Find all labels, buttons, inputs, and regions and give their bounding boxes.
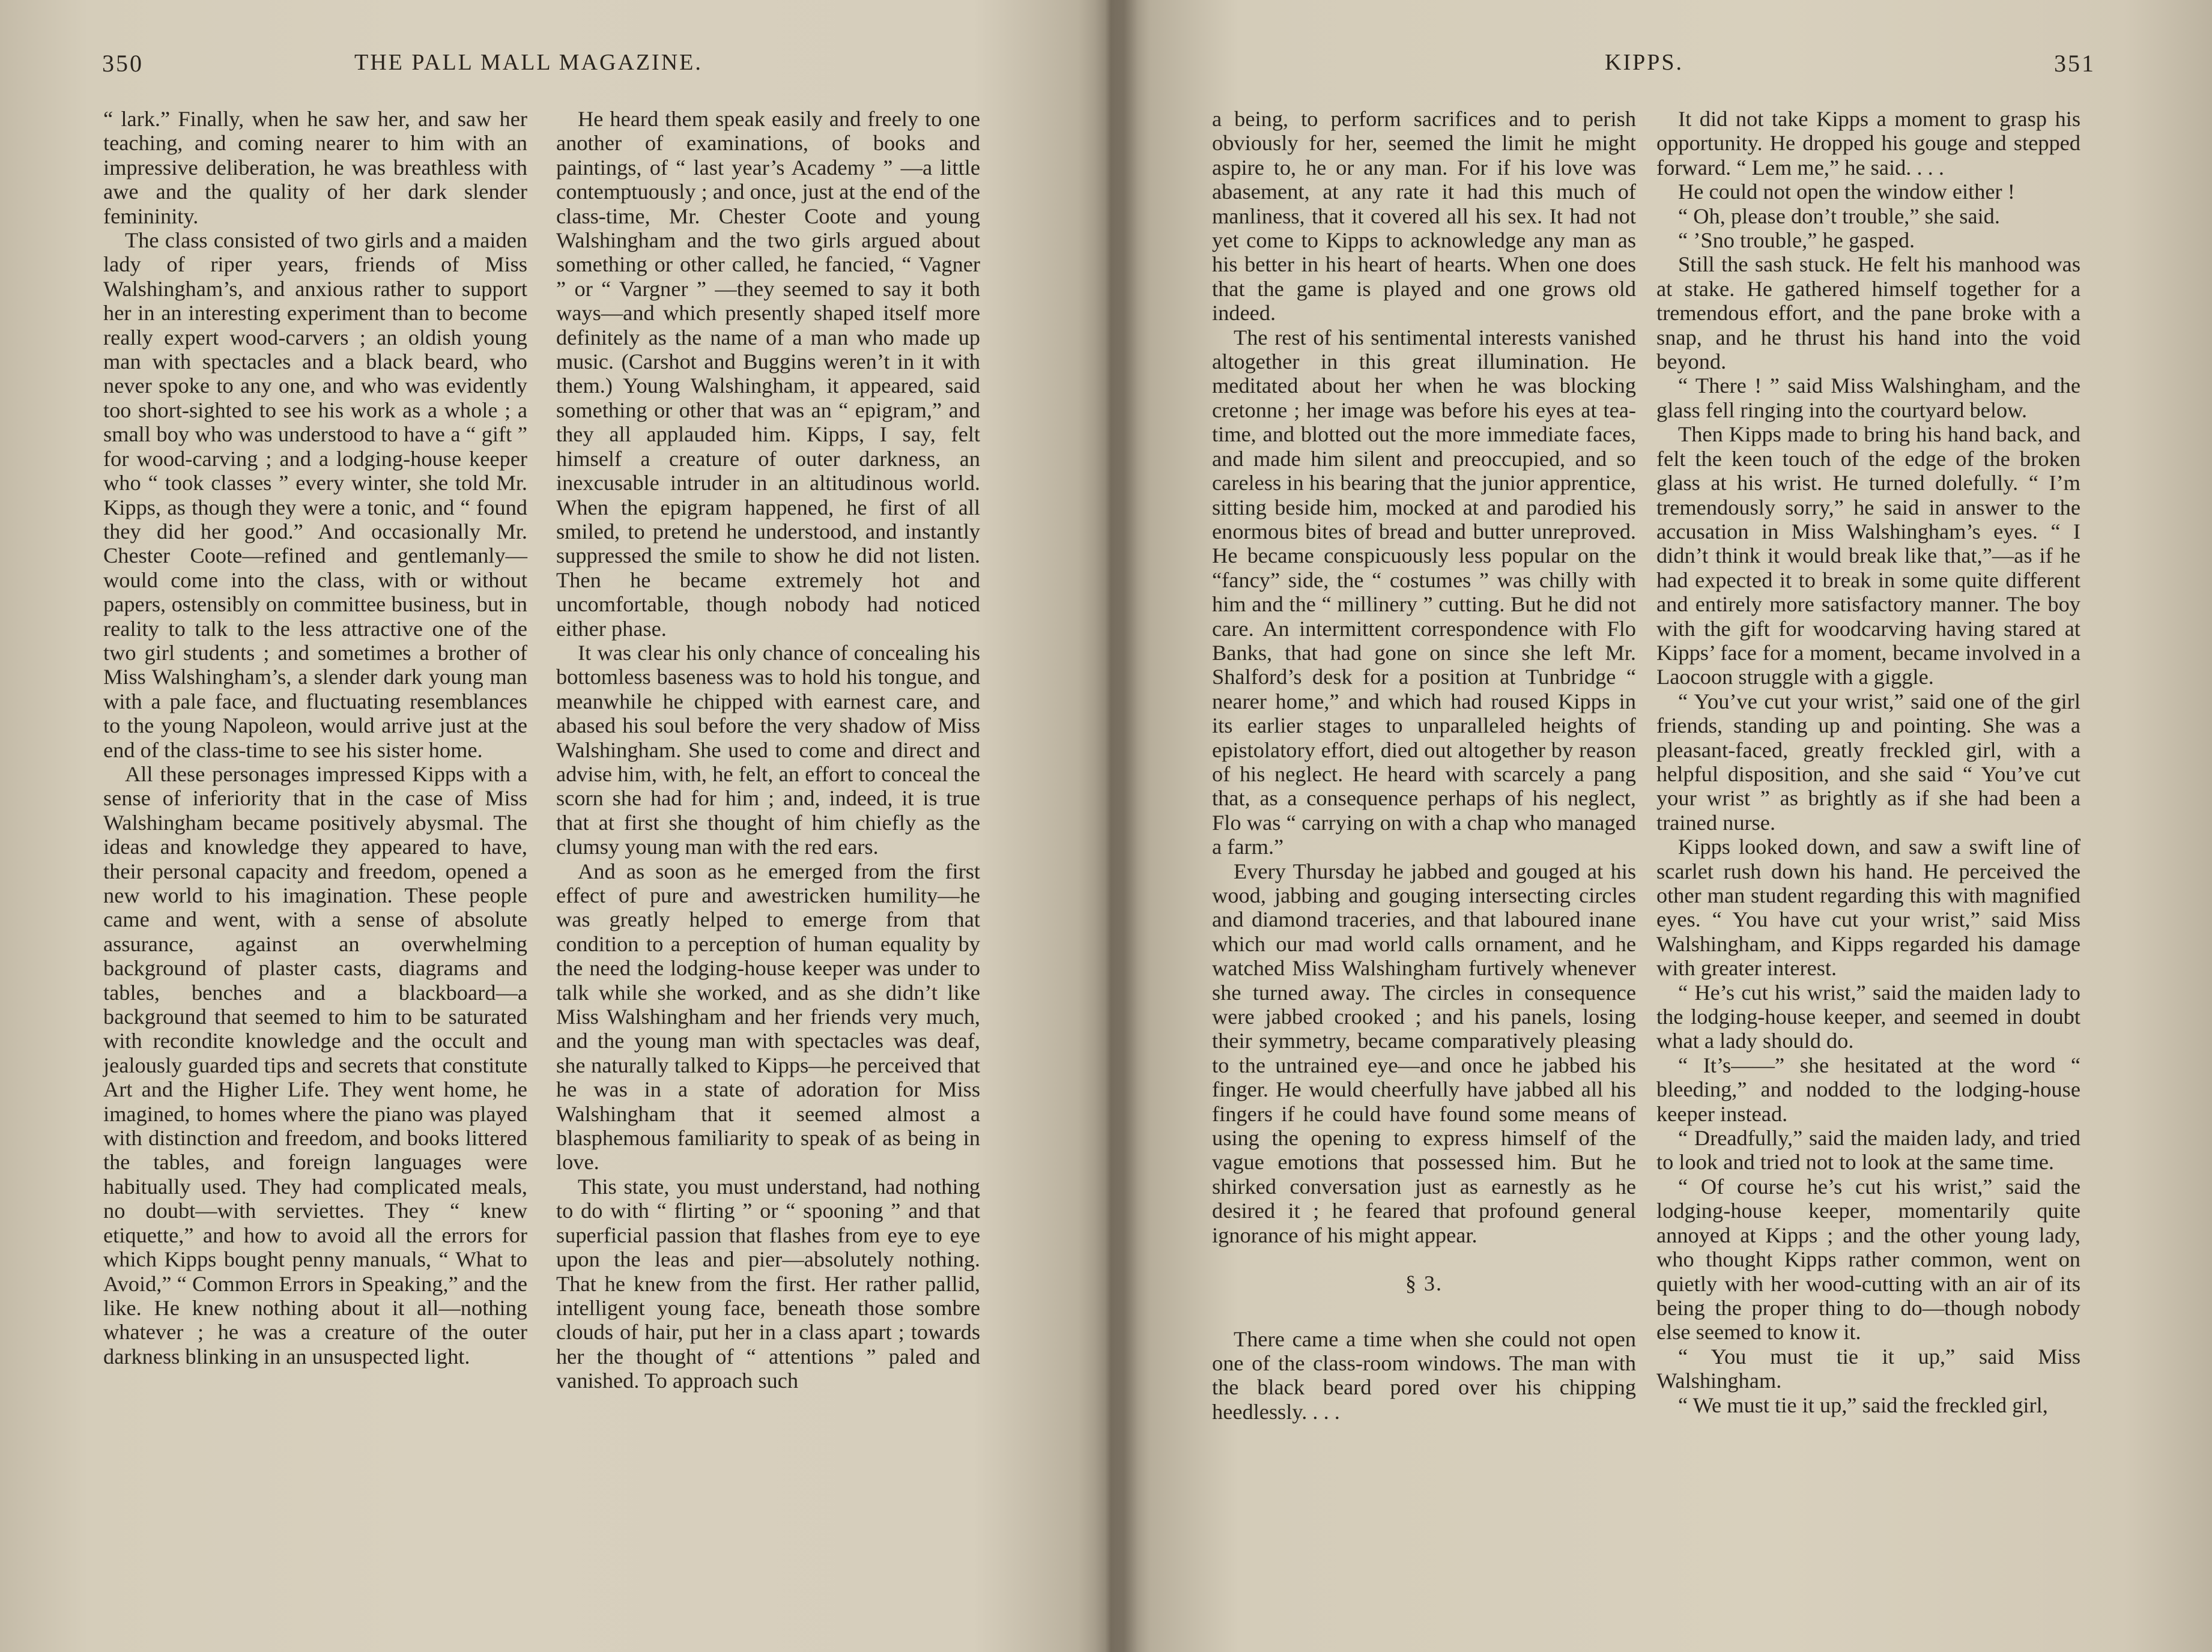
paragraph: “ It’s——” she hesitated at the word “ bleeding,” and nodded to the lodging-house keeper instead.	[1656, 1053, 2080, 1126]
left-page	[0, 0, 1081, 1652]
paragraph: The rest of his sentimental interests vanished altogether in this great illumination. He meditated about her when he was blocking cretonne ; her image was before his eyes at tea-time, and blotted out the more immediate faces, and made him silent and preoccupied, and so careless in his bearing that the junior apprentice, sitting beside him, mocked at and parodied his enormous bites of bread and butter unreproved. He became conspicuously less popular on the “fancy” side, the “ costumes ” was chilly with him and the “ millinery ” cutting. But he did not care. An intermittent correspondence with Flo Banks, that had gone on since she left Mr. Shalford’s desk for a position at Tunbridge “ nearer home,” and which had roused Kipps in its earlier stages to unparalleled heights of epistolatory effort, died out altogether by reason of his neglect. He heard with scarcely a pang that, as a consequence perhaps of his neglect, Flo was “ carrying on with a chap who managed a farm.”	[1212, 325, 1636, 859]
paragraph: It was clear his only chance of concealing his bottomless baseness was to hold his tongue, and meanwhile he chipped with earnest care, and abased his soul before the very shadow of Miss Walshingham. She used to come and direct and advise him, with, he felt, an effort to conceal the scorn she had for him ; and, indeed, it is true that at first she thought of him chiefly as the clumsy young man with the red ears.	[556, 640, 980, 859]
paragraph: “ Oh, please don’t trouble,” she said.	[1678, 204, 2000, 228]
right-column-2	[1656, 107, 2080, 1417]
paragraph: “ Of course he’s cut his wrist,” said the lodging-house keeper, momentarily quite annoyed at Kipps ; and the other young lady, who thought Kipps rather common, went on quietly with her wood-cutting with an air of its being the proper thing to do—though nobody else seemed to know it.	[1656, 1174, 2080, 1345]
left-column-2	[556, 107, 980, 1393]
left-page-number: 350	[102, 50, 144, 77]
paragraph: Every Thursday he jabbed and gouged at his wood, jabbing and gouging intersecting circles and diamond traceries, and that laboured inane which our mad world calls ornament, and he watched Miss Walshingham furtively whenever she turned away. The circles in consequence were jabbed crooked ; and his panels, losing their symmetry, became comparatively pleasing to the untrained eye—and once he jabbed his finger. He would cheerfully have jabbed all his fingers if he could have found some means of using the opening to express himself of the vague emotions that possessed him. But he shirked conversation just as earnestly as he desired it ; he feared that profound general ignorance of his might appear.	[1212, 859, 1636, 1247]
paragraph: And as soon as he emerged from the first effect of pure and awestricken humility—he was greatly helped to emerge from that condition to a perception of human equality by the need the lodging-house keeper was under to talk while she worked, and as she didn’t like Miss Walshingham and her friends very much, and the young man with spectacles was deaf, she naturally talked to Kipps—he perceived that he was in a state of adoration for Miss Walshingham that it seemed almost a blasphemous familiarity to speak of as being in love.	[556, 859, 980, 1175]
right-running-head	[1117, 49, 2212, 85]
paragraph: There came a time when she could not open one of the class-room windows. The man with the black beard pored over his chipping heedlessly. . . .	[1212, 1327, 1636, 1424]
paragraph: “ ’Sno trouble,” he gasped.	[1678, 228, 1915, 253]
paragraph: “ There ! ” said Miss Walshingham, and the glass fell ringing into the courtyard below.	[1656, 374, 2080, 422]
right-page-number: 351	[2054, 50, 2095, 77]
paragraph: Kipps looked down, and saw a swift line of scarlet rush down his hand. He perceived the other man student regarding this with magnified eyes. “ You have cut your wrist,” said Miss Walshingham, and Kipps regarded his damage with greater interest.	[1656, 835, 2080, 981]
paragraph: It did not take Kipps a moment to grasp his opportunity. He dropped his gouge and stepped forward. “ Lem me,” he said. . . .	[1656, 107, 2080, 180]
paragraph: Then Kipps made to bring his hand back, and felt the keen touch of the edge of the broken glass at his wrist. He turned dolefully. “ I’m tremendously sorry,” he said in answer to the accusation in Miss Walshingham’s eyes. “ I didn’t think it would break like that,”—as if he had expected it to break in some quite different and entirely more satisfactory manner. The boy with the gift for woodcarving having stared at Kipps’ face for a moment, became involved in a Laocoon struggle with a giggle.	[1656, 422, 2080, 689]
paragraph: “ He’s cut his wrist,” said the maiden lady to the lodging-house keeper, and seemed in doubt what a lady should do.	[1656, 980, 2080, 1053]
paragraph: “ You must tie it up,” said Miss Walshingham.	[1656, 1344, 2080, 1393]
right-page	[1117, 0, 2212, 1652]
paragraph: All these personages impressed Kipps with a sense of inferiority that in the case of Miss Walshingham became positively abysmal. The ideas and knowledge they appeared to have, their personal capacity and freedom, opened a new world to his imagination. These people came and went, with a sense of absolute assurance, against an overwhelming background of plaster casts, diagrams and tables, benches and a blackboard—a background that seemed to him to be saturated with recondite knowledge and the occult and jealously guarded tips and secrets that constitute Art and the Higher Life. They went home, he imagined, to homes where the piano was played with distinction and freedom, and books littered the tables, and foreign languages were habitually used. They had complicated meals, no doubt—with serviettes. They “ knew etiquette,” and how to avoid all the errors for which Kipps bought penny manuals, “ What to Avoid,” “ Common Errors in Speaking,” and the like. He knew nothing about it all—nothing whatever ; he was a creature of the outer darkness blinking in an unsuspected light.	[103, 761, 527, 1369]
left-running-head	[0, 49, 1081, 85]
paragraph: Still the sash stuck. He felt his manhood was at stake. He gathered himself together for a tremendous effort, and the pane broke with a snap, and he thrust his hand into the void beyond.	[1656, 252, 2080, 374]
right-running-title: KIPPS.	[1605, 50, 1683, 75]
paragraph: a being, to perform sacrifices and to perish obviously for her, seemed the limit he might aspire to, he or any man. For if his love was abasement, at any rate it had this much of manliness, that it covered all his sex. It had not yet come to Kipps to acknowledge any man as his better in his heart of hearts. When one does that the game is played and one grows old indeed.	[1212, 107, 1636, 325]
paragraph: “ You’ve cut your wrist,” said one of the girl friends, standing up and pointing. She was a pleasant-faced, greatly freckled girl, with a helpful disposition, and she said “ You’ve cut your wrist ” as brightly as if she had been a trained nurse.	[1656, 689, 2080, 835]
paragraph: He heard them speak easily and freely to one another of examinations, of books and paintings, of “ last year’s Academy ” —a little contemptuously ; and once, just at the end of the class-time, Mr. Chester Coote and young Walshingham and the two girls argued about something or other called, he fancied, “ Vagner ” or “ Vargner ” —they seemed to say it both ways—and which presently shaped itself more definitely as the name of a man who made up music. (Carshot and Buggins weren’t in it with them.) Young Walshingham, it appeared, said something or other that was an “ epigram,” and they all applauded him. Kipps, I say, felt himself a creature of outer darkness, an inexcusable intruder in an altitudinous world. When the epigram happened, he first of all smiled, to pretend he understood, and instantly suppressed the smile to show he did not listen. Then he became extremely hot and uncomfortable, though nobody had noticed either phase.	[556, 107, 980, 641]
section-heading: § 3.	[1405, 1271, 1443, 1296]
paragraph: “ We must tie it up,” said the freckled girl,	[1678, 1393, 2048, 1417]
left-running-title: THE PALL MALL MAGAZINE.	[354, 50, 703, 75]
paragraph: He could not open the window either !	[1678, 180, 2015, 204]
paragraph: This state, you must understand, had nothing to do with “ flirting ” or “ spooning ” and that superficial passion that flashes from eye to eye upon the leas and pier—absolutely nothing. That he knew from the first. Her rather pallid, intelligent young face, beneath those sombre clouds of hair, put her in a class apart ; towards her the thought of “ attentions ” paled and vanished. To approach such	[556, 1174, 980, 1393]
left-column-1	[103, 107, 527, 1369]
paragraph: “ lark.” Finally, when he saw her, and saw her teaching, and coming nearer to him with an impressive deliberation, he was breathless with awe and the quality of her dark slender femininity.	[103, 107, 527, 228]
paragraph: “ Dreadfully,” said the maiden lady, and tried to look and tried not to look at the same time.	[1656, 1126, 2080, 1175]
right-column-1	[1212, 107, 1636, 1424]
paragraph: The class consisted of two girls and a maiden lady of riper years, friends of Miss Walshingham’s, and anxious rather to support her in an interesting experiment than to become really expert wood-carvers ; an oldish young man with spectacles and a black beard, who never spoke to any one, and who was evidently too short-sighted to see his work as a whole ; a small boy who was understood to have a “ gift ” for wood-carving ; and a lodging-house keeper who “ took classes ” every winter, she told Mr. Kipps, as though they were a tonic, and “ found they did her good.” And occasionally Mr. Chester Coote—refined and gentlemanly—would come into the class, with or without papers, ostensibly on committee business, but in reality to talk to the less attractive one of the two girl students ; and sometimes a brother of Miss Walshingham’s, a slender dark young man with a pale face, and fluctuating resemblances to the young Napoleon, would arrive just at the end of the class-time to see his sister home.	[103, 228, 527, 762]
